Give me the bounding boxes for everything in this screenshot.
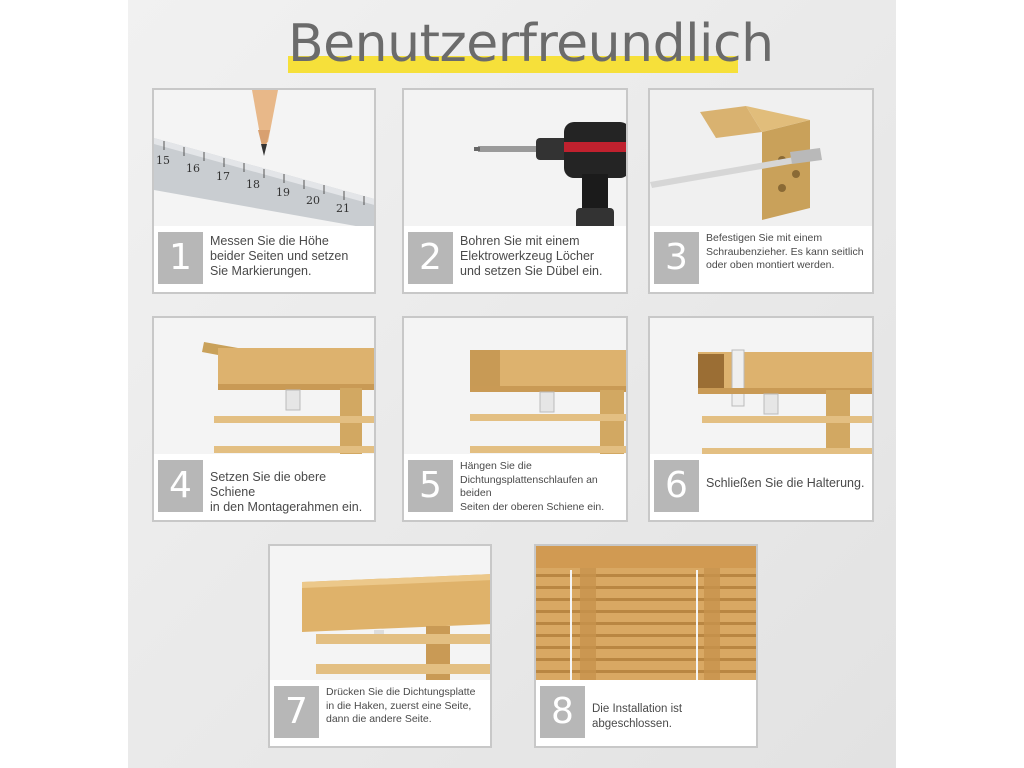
step-number: 4 <box>158 460 203 512</box>
step-card-6 <box>648 316 874 522</box>
step-text: Bohren Sie mit einem Elektrowerkzeug Löcher und setzen Sie Dübel ein. <box>460 234 603 278</box>
ruler-mark: 18 <box>246 178 260 191</box>
blind-slat <box>536 586 756 589</box>
step-card-7 <box>268 544 492 748</box>
step-text: Drücken Sie die Dichtungsplatte in die Haken, zuerst eine Seite, dann die andere Seite. <box>326 686 476 725</box>
blind-slat <box>536 622 756 625</box>
ruler-mark: 17 <box>216 170 230 183</box>
ruler-mark: 16 <box>186 162 200 175</box>
step-number: 6 <box>654 460 699 512</box>
step-number: 1 <box>158 232 203 284</box>
ruler-mark: 15 <box>156 154 170 167</box>
step-number: 2 <box>408 232 453 284</box>
blind-slat <box>536 658 756 661</box>
step-2-caption <box>404 226 626 292</box>
title-block <box>288 12 774 76</box>
step-text: Schließen Sie die Halterung. <box>706 476 865 490</box>
step-1-caption <box>154 226 374 292</box>
step-card-2 <box>402 88 628 294</box>
step-7-caption <box>270 680 490 746</box>
step-number: 5 <box>408 460 453 512</box>
blind-slat <box>536 598 756 601</box>
ruler-mark: 21 <box>336 202 350 215</box>
step-6-caption <box>650 454 872 520</box>
step-text: Setzen Sie die obere Schiene in den Montagerahmen ein. <box>210 470 363 514</box>
step-text: Befestigen Sie mit einem Schraubenzieher. Es kann seitlich oder oben montiert werden. <box>706 232 864 271</box>
step-card-4 <box>152 316 376 522</box>
step-4-photo <box>154 318 374 458</box>
page-title: Benutzerfreundlich <box>288 14 774 74</box>
instruction-sheet <box>128 0 896 768</box>
step-8-caption <box>536 680 756 746</box>
blind-slat <box>536 670 756 673</box>
step-5-photo <box>404 318 626 458</box>
step-3-caption <box>650 226 872 292</box>
ruler-mark: 19 <box>276 186 290 199</box>
blind-slat <box>536 574 756 577</box>
step-3-photo <box>650 90 872 230</box>
step-number: 8 <box>540 686 585 738</box>
step-text: Hängen Sie die Dichtungsplattenschlaufen an beiden Seiten der oberen Schiene ein. <box>460 460 605 513</box>
step-1-photo <box>154 90 374 230</box>
step-5-caption <box>404 454 626 520</box>
step-4-caption <box>154 454 374 520</box>
blind-slat <box>536 646 756 649</box>
step-card-5 <box>402 316 628 522</box>
step-7-photo <box>270 546 490 686</box>
step-card-8 <box>534 544 758 748</box>
step-card-1 <box>152 88 376 294</box>
step-text: Messen Sie die Höhe beider Seiten und setzen Sie Markierungen. <box>210 234 349 278</box>
step-number: 7 <box>274 686 319 738</box>
step-text: Die Installation ist abgeschlossen. <box>592 703 683 730</box>
step-2-photo <box>404 90 626 230</box>
blind-slat <box>536 610 756 613</box>
step-card-3 <box>648 88 874 294</box>
ruler-mark: 20 <box>306 194 320 207</box>
blind-slat <box>536 634 756 637</box>
step-6-photo <box>650 318 872 458</box>
step-number: 3 <box>654 232 699 284</box>
step-8-photo <box>536 546 756 686</box>
